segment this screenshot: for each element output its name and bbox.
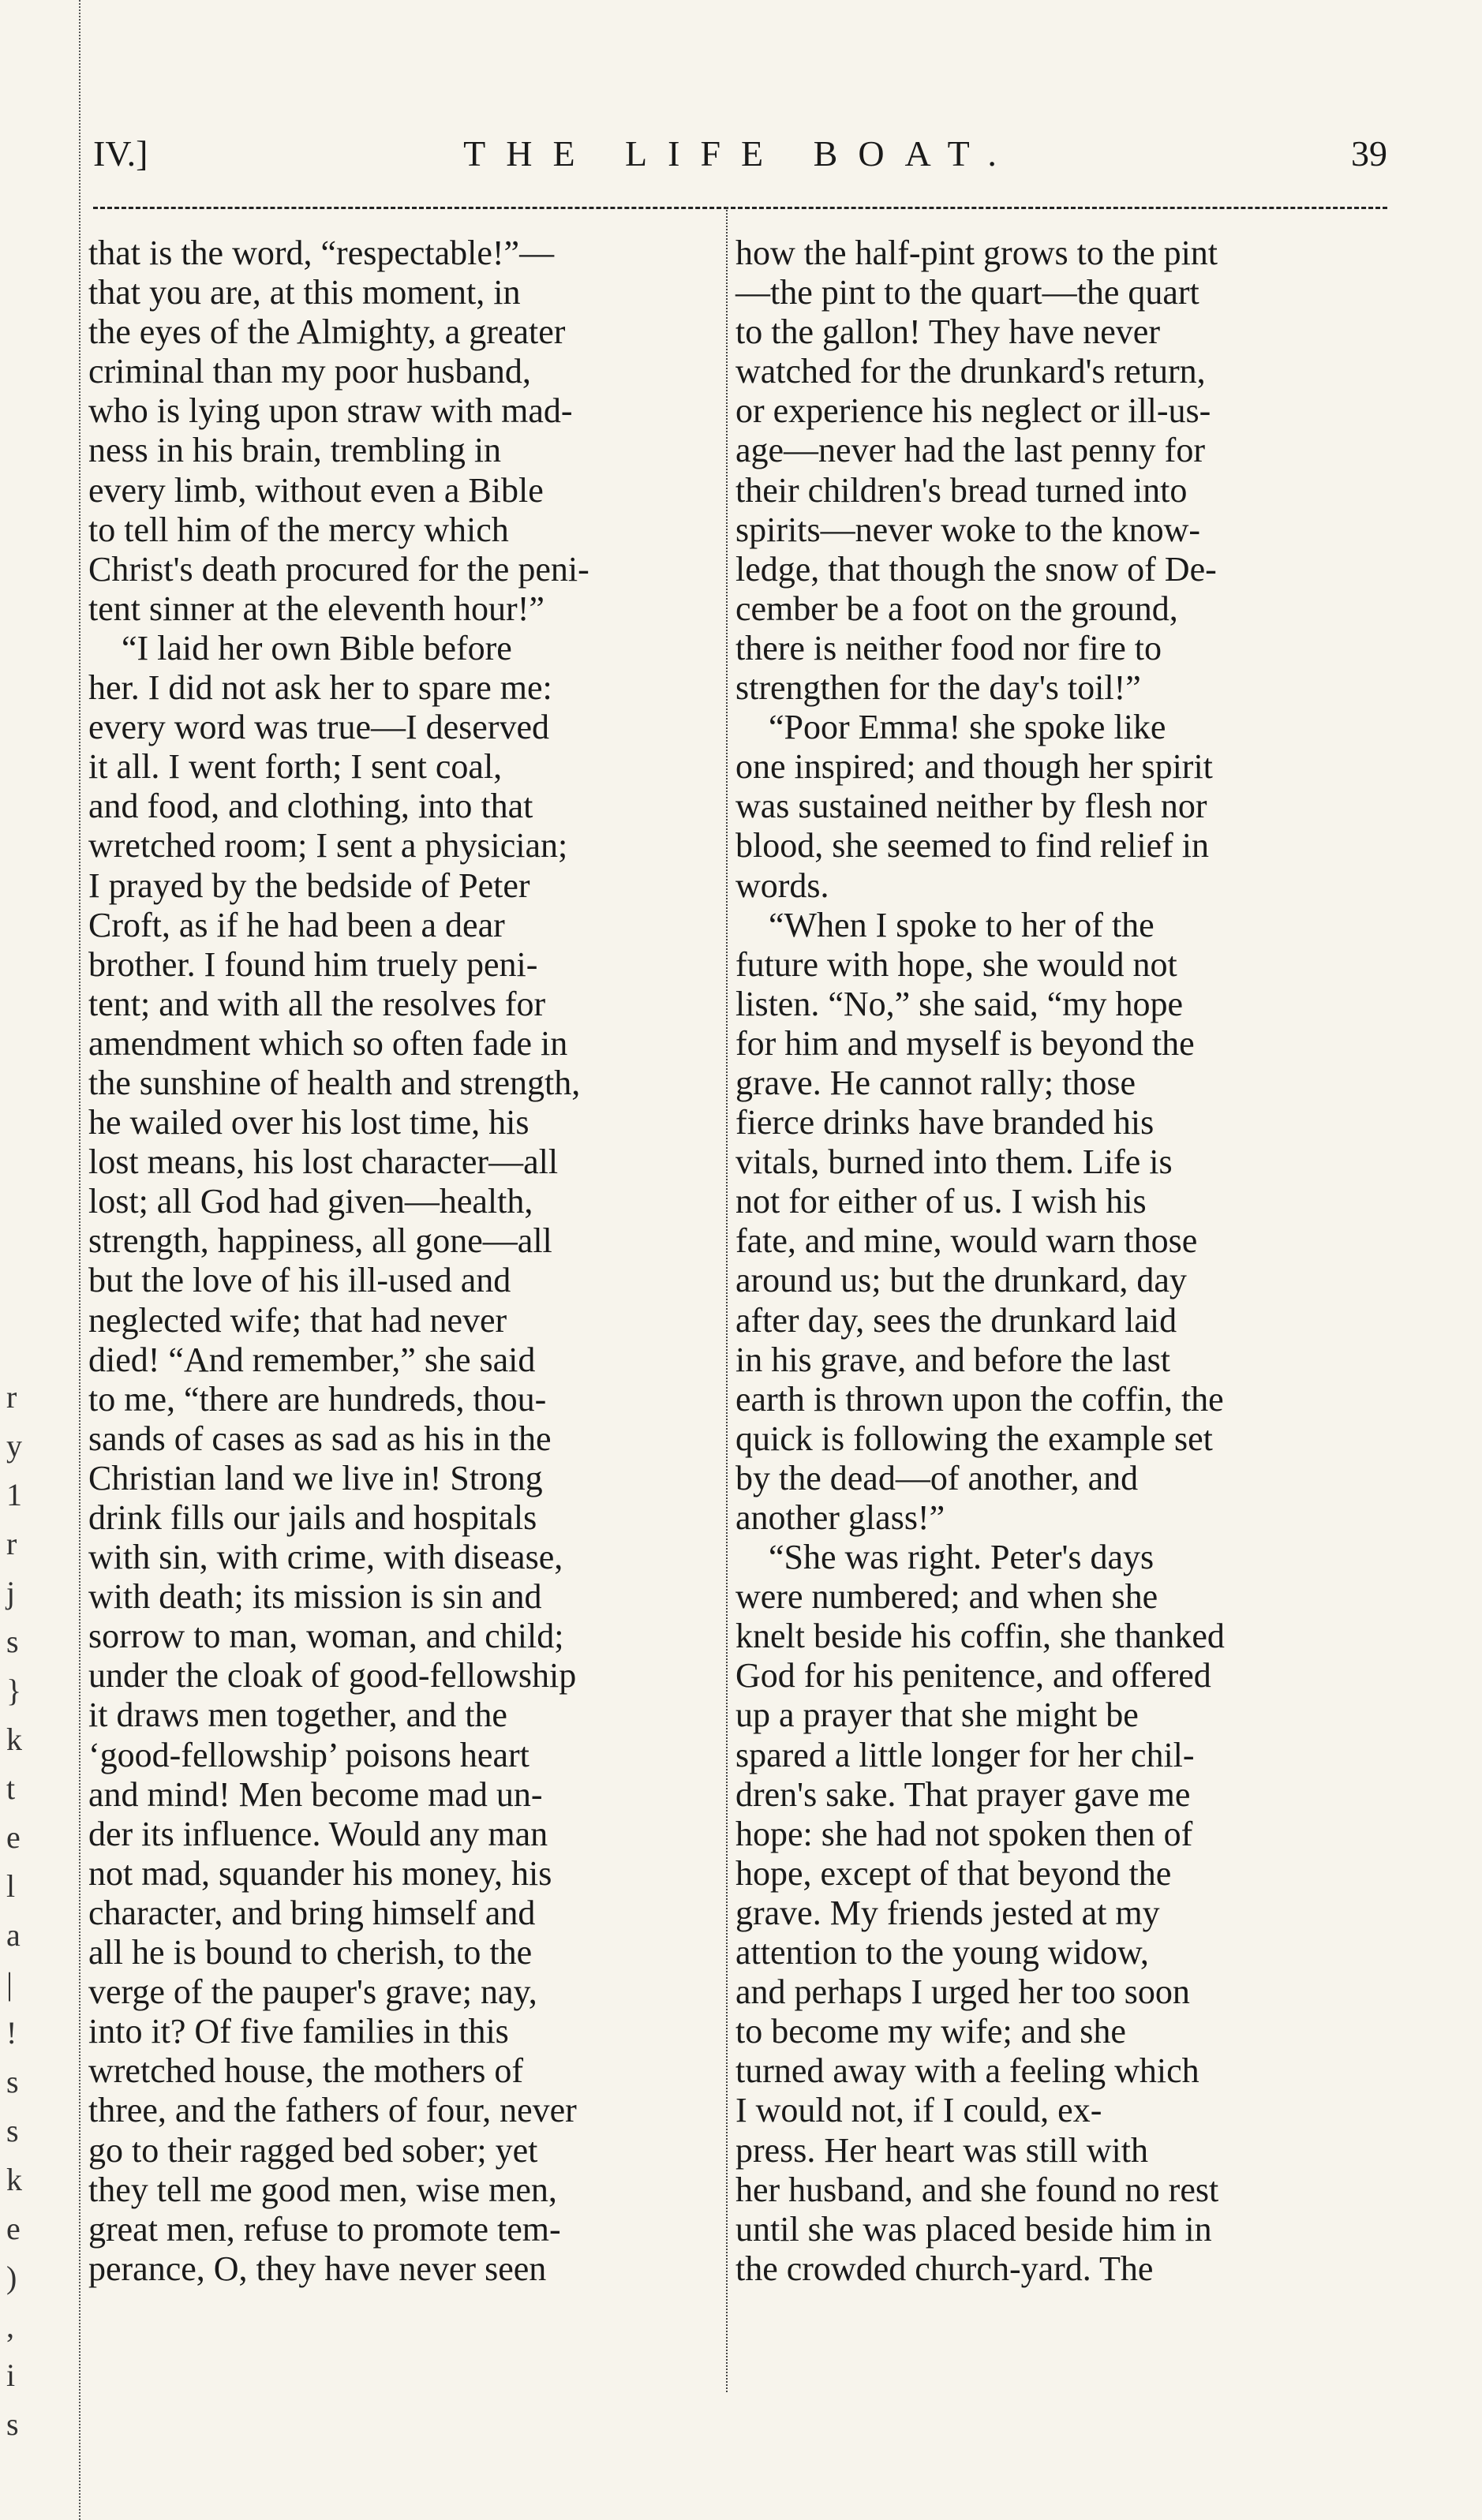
- gutter-mark: t: [6, 1770, 16, 1806]
- running-header: [93, 133, 1387, 188]
- gutter-mark: l: [6, 1868, 16, 1904]
- paragraph: “I laid her own Bible before her. I did not ask her to spare me: every word was true—I deserved it all. I went forth; I sent coal, and food, and clothing, into that wretched room; I sent a physician; I prayed by the bedside of Peter Croft, as if he had been a dear brother. I found him truely peni- tent; and with all the resolves for amendment which so often fade in the sunshine of health and strength, he wailed over his lost time, his lost means, his lost character—all lost; all God had given—health, strength, happiness, all gone—all but the love of his ill-used and neglected wife; that had never died! “And remember,” she said to me, “there are hundreds, thou- sands of cases as sad as his in the Christian land we live in! Strong drink fills our jails and hospitals with sin, with crime, with disease, with death; its mission is sin and sorrow to man, woman, and child; under the cloak of good-fellowship it draws men together, and the ‘good-fellowship’ poisons heart and mind! Men become mad un- der its influence. Would any man not mad, squander his money, his character, and bring himself and all he is bound to cherish, to the verge of the pauper's grave; nay, into it? Of five families in this wretched house, the mothers of three, and the fathers of four, never go to their ragged bed sober; yet they tell me good men, wise men, great men, refuse to promote tem- perance, O, they have never seen: [88, 628, 581, 2288]
- gutter-mark: |: [6, 1966, 13, 2002]
- paragraph: that is the word, “respectable!”— that you are, at this moment, in the eyes of the Almighty, a greater criminal than my poor husband, who is lying upon straw with mad- ness in his brain, trembling in every limb, without even a Bible to tell him of the mercy which Christ's death procured for the peni- tent sinner at the eleventh hour!”: [88, 234, 589, 628]
- gutter-mark: s: [6, 2113, 19, 2148]
- paragraph: “She was right. Peter's days were numbered; and when she knelt beside his coffin, she thanked God for his penitence, and offered up a prayer that she might be spared a little longer for her chil- dren's sake. That prayer gave me hope: she had not spoken then of hope, except of that beyond the grave. My friends jested at my attention to the young widow, and perhaps I urged her too soon to become my wife; and she turned away with a feeling which I would not, if I could, ex- press. Her heart was still with her husband, and she found no rest until she was placed beside him in the crowded church-yard. The: [735, 1538, 1225, 2288]
- page-number: 39: [1351, 133, 1387, 174]
- gutter-mark: y: [6, 1428, 22, 1464]
- paragraph: how the half-pint grows to the pint —the pint to the quart—the quart to the gallon! They have never watched for the drunkard's return, or experience his neglect or ill-us- age—never had the last penny for their children's bread turned into spirits—never woke to the know- ledge, that though the snow of De- cember be a foot on the ground, there is neither food nor fire to strengthen for the day's toil!”: [735, 234, 1218, 708]
- gutter-mark: r: [6, 1526, 17, 1561]
- gutter-mark: j: [6, 1575, 16, 1610]
- gutter-mark: k: [6, 2162, 22, 2197]
- gutter-mark: r: [6, 1379, 17, 1415]
- running-title: THE LIFE BOAT.: [463, 133, 1017, 174]
- gutter-mark: !: [6, 2015, 17, 2051]
- gutter-mark: }: [6, 1673, 22, 1708]
- gutter-mark: a: [6, 1917, 21, 1953]
- gutter-mark: i: [6, 2357, 16, 2393]
- column-divider: [726, 207, 728, 2392]
- left-column: [88, 234, 720, 2395]
- binding-gutter: [0, 0, 80, 2520]
- gutter-mark: s: [6, 1624, 19, 1659]
- gutter-mark: 1: [6, 1477, 22, 1512]
- gutter-mark: ,: [6, 2309, 14, 2344]
- gutter-mark: e: [6, 2211, 21, 2246]
- chapter-marker: IV.]: [93, 133, 148, 174]
- gutter-mark: s: [6, 2406, 19, 2442]
- paragraph: “Poor Emma! she spoke like one inspired; and though her spirit was sustained neither by flesh nor blood, she seemed to find relief in words.: [735, 708, 1213, 905]
- right-column: [735, 234, 1383, 2395]
- gutter-mark: k: [6, 1722, 22, 1757]
- paragraph: “When I spoke to her of the future with hope, she would not listen. “No,” she said, “my hope for him and myself is beyond the grave. He cannot rally; those fierce drinks have branded his vitals, burned into them. Life is not for either of us. I wish his fate, and mine, would warn those around us; but the drunkard, day after day, sees the drunkard laid in his grave, and before the last earth is thrown upon the coffin, the quick is following the example set by the dead—of another, and another glass!”: [735, 905, 1224, 1537]
- header-rule: [93, 207, 1387, 209]
- gutter-mark: s: [6, 2064, 19, 2099]
- gutter-mark: e: [6, 1819, 21, 1855]
- gutter-mark: ): [6, 2260, 17, 2295]
- gutter-marks: [6, 1373, 38, 2449]
